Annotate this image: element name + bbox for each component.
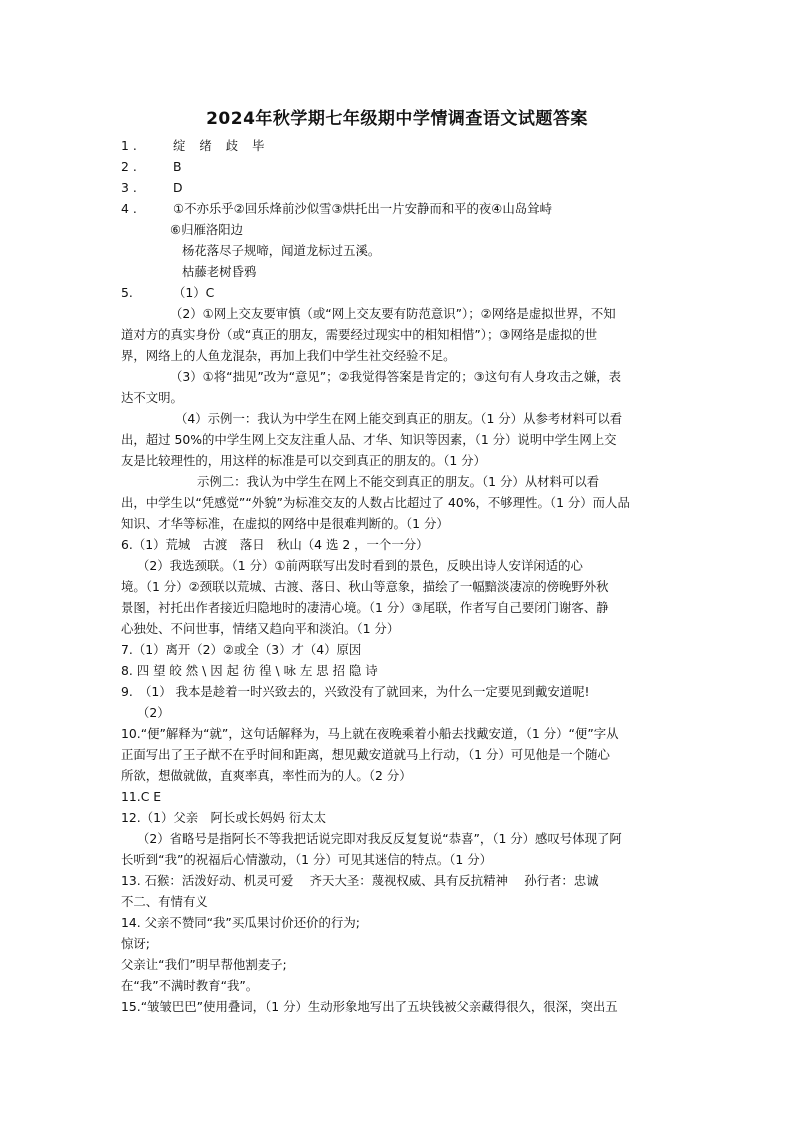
- answer-text: D: [173, 180, 183, 195]
- answer-text: 绽 绪 歧 毕: [173, 138, 270, 153]
- answer-10-line-3: 所欲，想做就做，直爽率真，率性而为的人。（2 分）: [121, 768, 412, 783]
- answer-10-line-2: 正面写出了王子猷不在乎时间和距离，想见戴安道就马上行动，（1 分）可见他是一个随心: [121, 747, 610, 762]
- answer-5-part-1: [121, 284, 214, 302]
- answer-5-part-3-line-1: （3）①将“拙见”改为“意见”；②我觉得答案是肯定的；③这句有人身攻击之嫌，表: [170, 369, 621, 384]
- answer-14-line-2: 惊讶;: [121, 936, 150, 951]
- answer-6-line-5: 心独处、不问世事，情绪又趋向平和淡泊。（1 分）: [121, 621, 400, 636]
- answer-1: [121, 137, 269, 155]
- question-number: 2 .: [121, 159, 137, 174]
- answer-15-line-1: 15.“皱皱巴巴”使用叠词，（1 分）生动形象地写出了五块钱被父亲藏得很久，很深，突出五: [121, 999, 618, 1014]
- answer-9-line-2: （2）: [137, 705, 170, 720]
- question-number: 1 .: [121, 138, 137, 153]
- answer-5-part-2-line-1: （2）①网上交友要审慎（或“网上交友要有防范意识”）；②网络是虚拟世界，不知: [170, 306, 616, 321]
- answer-5-part-4-line-5: 出，中学生以“凭感觉”“外貌”为标准交友的人数占比超过了 40%，不够理性。（1 分）而人品: [121, 495, 630, 510]
- answer-5-part-4-line-1: （4）示例一：我认为中学生在网上能交到真正的朋友。（1 分）从参考材料可以看: [175, 411, 623, 426]
- answer-5-part-3-line-2: 达不文明。: [121, 390, 183, 405]
- answer-5-part-2-line-3: 界，网络上的人鱼龙混杂，再加上我们中学生社交经验不足。: [121, 348, 456, 363]
- answer-10-line-1: 10.“便”解释为“就”，这句话解释为，马上就在夜晚乘着小船去找戴安道，（1 分）“便”字从: [121, 726, 619, 741]
- answer-4-line-3: 杨花落尽子规啼，闻道龙标过五溪。: [182, 243, 381, 258]
- answer-13-line-2: 不二、有情有义: [121, 894, 208, 909]
- question-number: 4 .: [121, 201, 137, 216]
- answer-text: ①不亦乐乎②回乐烽前沙似雪③烘托出一片安静而和平的夜④山岛耸峙: [173, 201, 552, 216]
- answer-6-line-2: （2）我选颈联。（1 分）①前两联写出发时看到的景色，反映出诗人安详闲适的心: [137, 558, 583, 573]
- answer-2: [121, 158, 182, 176]
- question-number: 5.: [121, 285, 133, 300]
- answer-5-part-4-line-2: 出，超过 50%的中学生网上交友注重人品、才华、知识等因素，（1 分）说明中学生网上交: [121, 432, 617, 447]
- answer-12-line-3: 长听到“我”的祝福后心情激动，（1 分）可见其迷信的特点。（1 分）: [121, 852, 493, 867]
- answer-8: 8. 四 望 皎 然 \ 因 起 彷 徨 \ 咏 左 思 招 隐 诗: [121, 663, 378, 678]
- answer-5-part-4-line-3: 友是比较理性的，用这样的标准是可以交到真正的朋友的。（1 分）: [121, 453, 486, 468]
- answer-9-line-1: 9. （1） 我本是趁着一时兴致去的，兴致没有了就回来，为什么一定要见到戴安道呢!: [121, 684, 590, 699]
- answer-4-line-1: [121, 200, 552, 218]
- answer-11: 11.C E: [121, 789, 162, 804]
- answer-7: 7.（1）离开（2）②或全（3）才（4）原因: [121, 642, 362, 657]
- answer-14-line-1: 14. 父亲不赞同“我”买瓜果讨价还价的行为;: [121, 915, 360, 930]
- page-title: 2024年秋学期七年级期中学情调查语文试题答案: [206, 109, 588, 129]
- answer-12-line-2: （2）省略号是指阿长不等我把话说完即对我反反复复说“恭喜”，（1 分）感叹号体现了阿: [137, 831, 622, 846]
- answer-4-line-4: 枯藤老树昏鸦: [182, 264, 257, 279]
- question-number: 3 .: [121, 180, 137, 195]
- answer-6-line-4: 景图，衬托出作者接近归隐地时的凄清心境。（1 分）③尾联，作者写自己要闭门谢客、静: [121, 600, 609, 615]
- answer-5-part-2-line-2: 道对方的真实身份（或“真正的朋友，需要经过现实中的相知相惜”）；③网络是虚拟的世: [121, 327, 598, 342]
- answer-5-part-4-line-6: 知识、才华等标准，在虚拟的网络中是很难判断的。（1 分）: [121, 516, 449, 531]
- answer-text: （1）C: [173, 285, 215, 300]
- answer-6-line-1: 6.（1）荒城 古渡 落日 秋山（4 选 2 ，一个一分）: [121, 537, 429, 552]
- answer-3: [121, 179, 183, 197]
- answer-14-line-4: 在“我”不满时教育“我”。: [121, 978, 259, 993]
- answer-4-line-2: ⑥归雁洛阳边: [170, 222, 244, 237]
- answer-6-line-3: 境。（1 分）②颈联以荒城、古渡、落日、秋山等意象，描绘了一幅黯淡凄凉的傍晚野外秋: [121, 579, 609, 594]
- answer-text: B: [173, 159, 182, 174]
- answer-13-line-1: 13. 石猴：活泼好动、机灵可爱 齐天大圣：蔑视权威、具有反抗精神 孙行者：忠诚: [121, 873, 599, 888]
- answer-14-line-3: 父亲让“我们”明早帮他割麦子;: [121, 957, 287, 972]
- answer-12-line-1: 12.（1）父亲 阿长或长妈妈 衍太太: [121, 810, 326, 825]
- answer-5-part-4-line-4: 示例二：我认为中学生在网上不能交到真正的朋友。（1 分）从材料可以看: [197, 474, 600, 489]
